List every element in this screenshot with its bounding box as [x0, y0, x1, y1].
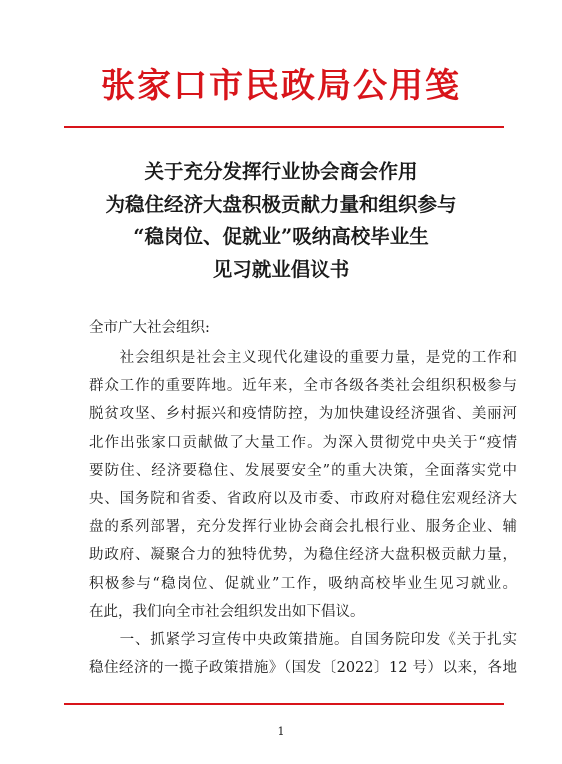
body-line: 央、国务院和省委、省政府以及市委、市政府对稳住宏观经济大 [89, 490, 517, 507]
salutation: 全市广大社会组织: [89, 320, 210, 336]
body-line: 要防住、经济要稳住、发展要安全”的重大决策，全面落实党中 [89, 462, 517, 479]
body-line: 在此，我们向全市社会组织发出如下倡议。 [89, 603, 365, 620]
title-line: 见习就业倡议书 [212, 257, 350, 281]
body-line: 社会组织是社会主义现代化建设的重要力量，是党的工作和 [89, 350, 517, 366]
footer-red-rule [64, 703, 504, 705]
body-line: 群众工作的重要阵地。近年来，全市各级各类社会组织积极参与 [89, 378, 517, 395]
body-line: 脱贫攻坚、乡村振兴和疫情防控，为加快建设经济强省、美丽河 [89, 406, 517, 423]
letterhead-title: 张家口市民政局公用笺 [101, 66, 461, 106]
body-line: 盘的系列部署，充分发挥行业协会商会扎根行业、服务企业、辅 [89, 519, 517, 536]
body-line: 一、抓紧学习宣传中央政策措施。自国务院印发《关于扎实 [89, 631, 517, 648]
body-line: 稳住经济的一揽子政策措施》（国发〔2022〕12 号）以来，各地 [89, 660, 517, 677]
letterhead-red-rule [64, 126, 504, 128]
body-line: 积极参与“稳岗位、促就业”工作，吸纳高校毕业生见习就业。 [89, 575, 517, 592]
title-line: “稳岗位、促就业”吸纳高校毕业生 [133, 225, 429, 248]
body-line: 北作出张家口贡献做了大量工作。为深入贯彻党中央关于“疫情 [89, 434, 517, 451]
document-title [40, 156, 522, 286]
page-number: 1 [277, 725, 285, 738]
title-line: 为稳住经济大盘积极贡献力量和组织参与 [105, 192, 457, 216]
body-line: 助政府、凝聚合力的独特优势，为稳住经济大盘积极贡献力量， [89, 547, 517, 564]
title-line: 关于充分发挥行业协会商会作用 [144, 160, 418, 183]
body-text [89, 344, 517, 682]
